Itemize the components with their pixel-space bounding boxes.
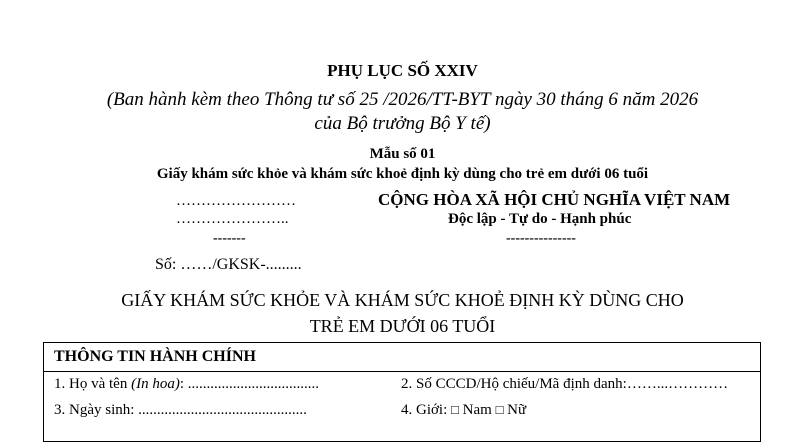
agency-divider: -------: [213, 231, 246, 246]
main-title-line2: TRẺ EM DƯỚI 06 TUỔI: [309, 316, 496, 336]
appendix-title: PHỤ LỤC SỐ XXIV: [327, 61, 478, 80]
gender-male-checkbox[interactable]: □: [451, 402, 459, 417]
issuance-note-line1: (Ban hành kèm theo Thông tư số 25 /2026/TT-BYT ngày 30 tháng 6 năm 2026: [106, 89, 699, 110]
full-name-hint: (In hoa): [131, 376, 180, 392]
table-divider: [44, 371, 760, 372]
admin-info-table: [43, 342, 761, 442]
gender-female-checkbox[interactable]: □: [495, 402, 504, 417]
agency-name-line2: …………………..: [176, 211, 289, 227]
motto-divider: ---------------: [506, 231, 576, 246]
issuance-note-line2: của Bộ trưởng Bộ Y tế): [314, 113, 491, 134]
form-subtitle: Giấy khám sức khỏe và khám sức khoẻ định kỳ dùng cho trẻ em dưới 06 tuổi: [156, 166, 649, 182]
gender-male-label: Nam: [458, 402, 496, 418]
full-name-field[interactable]: [54, 376, 319, 393]
agency-name-line1: ……………………: [176, 193, 296, 209]
nation-name: CỘNG HÒA XÃ HỘI CHỦ NGHĨA VIỆT NAM: [378, 190, 731, 209]
gender-female-label: Nữ: [503, 402, 527, 418]
admin-info-header: THÔNG TIN HÀNH CHÍNH: [54, 348, 256, 365]
gender-field: [401, 402, 526, 419]
form-number: Mẫu số 01: [369, 146, 436, 162]
full-name-label: 1. Họ và tên: [54, 376, 132, 392]
gender-label: 4. Giới:: [401, 402, 452, 418]
full-name-dots: : ...................................: [179, 376, 319, 392]
id-number-field[interactable]: 2. Số CCCD/Hộ chiếu/Mã định danh:……...…………: [401, 376, 729, 392]
document-number: Số: ……/GKSK-.........: [155, 256, 302, 273]
date-of-birth-field[interactable]: 3. Ngày sinh: .............................................: [54, 402, 307, 418]
nation-motto: Độc lập - Tự do - Hạnh phúc: [448, 211, 632, 227]
main-title-line1: GIẤY KHÁM SỨC KHỎE VÀ KHÁM SỨC KHOẺ ĐỊNH KỲ DÙNG CHO: [121, 290, 684, 310]
